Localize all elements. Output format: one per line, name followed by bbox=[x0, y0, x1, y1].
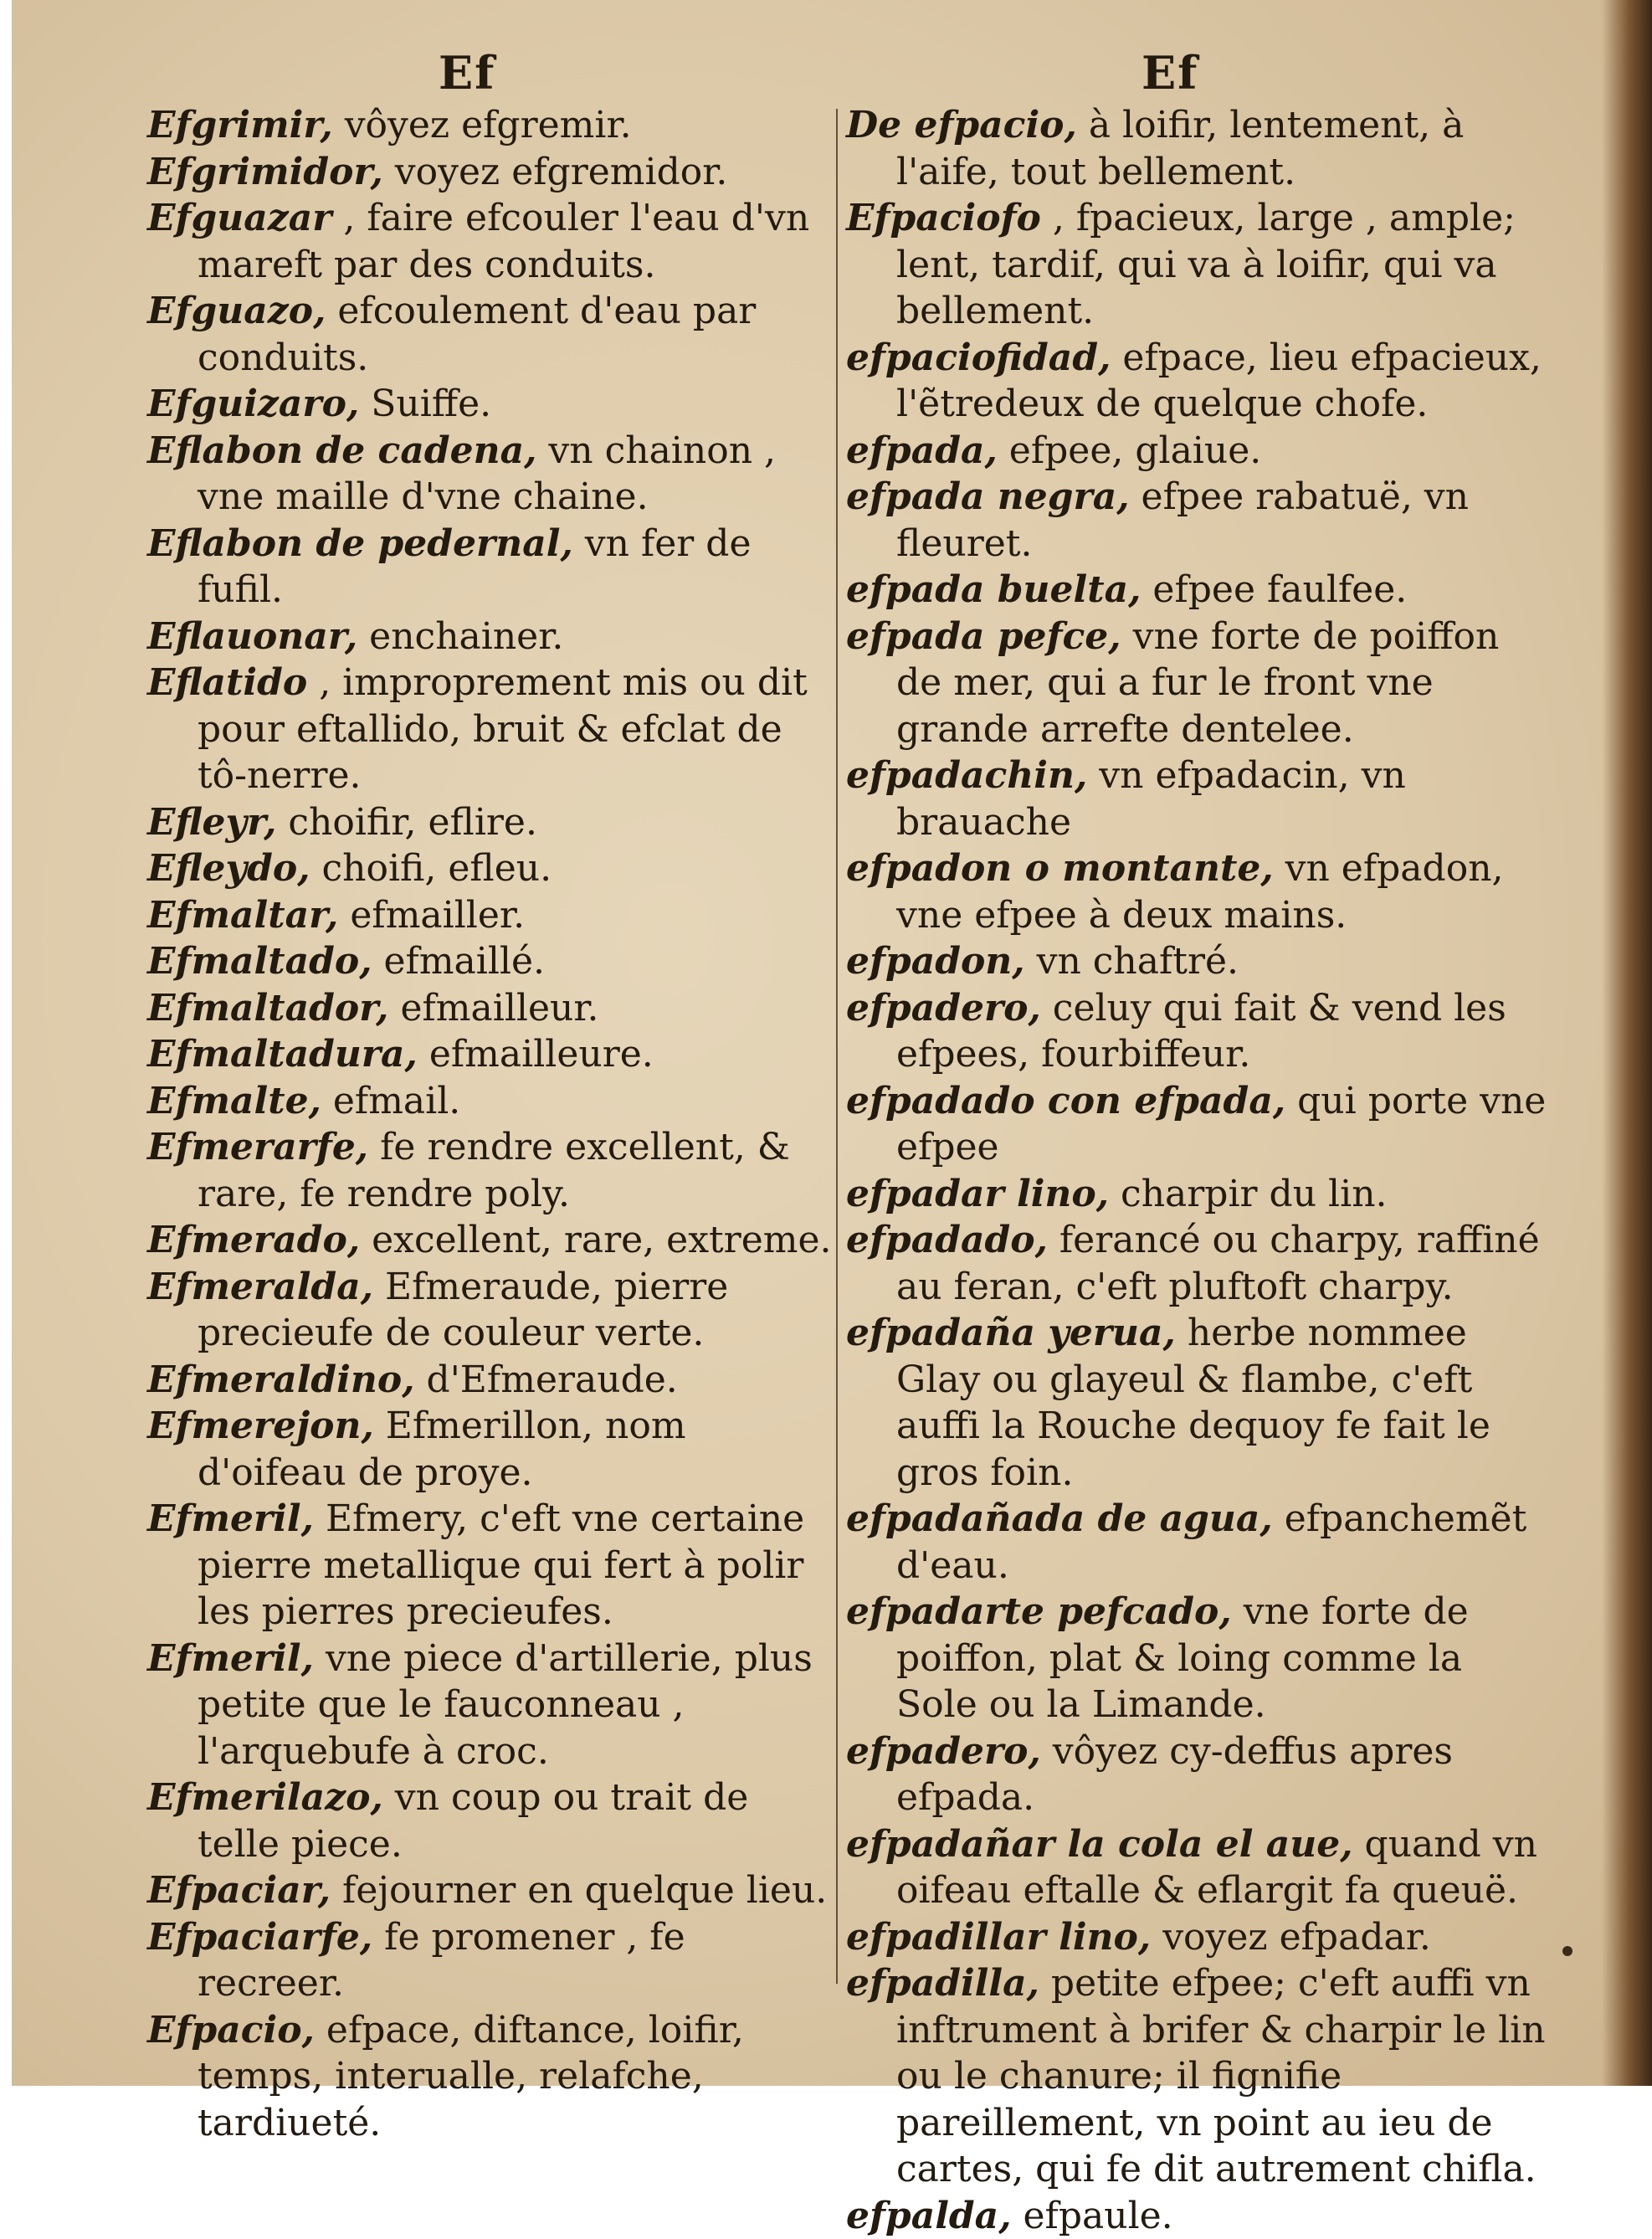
entry-headword: Eflabon de cadena, bbox=[147, 429, 536, 472]
dictionary-entry bbox=[147, 195, 834, 288]
entry-definition: fejourner en quelque lieu. bbox=[331, 1869, 827, 1912]
dictionary-entry bbox=[147, 799, 834, 846]
entry-headword: Efmerejon, bbox=[147, 1405, 374, 1447]
entry-definition: vôyez cy-deffus apres efpada. bbox=[896, 1730, 1453, 1820]
dictionary-entry bbox=[846, 1960, 1549, 2193]
entry-definition: Suiffe. bbox=[359, 383, 491, 425]
dictionary-entry bbox=[846, 938, 1549, 985]
entry-definition: , faire efcouler l'eau d'vn mareft par des conduits. bbox=[198, 197, 809, 286]
entry-headword: Efmerado, bbox=[147, 1219, 360, 1261]
entry-definition: Efmeraude, pierre precieufe de couleur verte. bbox=[198, 1266, 728, 1355]
entry-headword: efpadado con efpada, bbox=[846, 1080, 1285, 1122]
entry-headword: Efgrimidor, bbox=[147, 151, 383, 193]
entry-headword: efpada, bbox=[846, 429, 998, 472]
entry-definition: efpaule. bbox=[1012, 2195, 1173, 2237]
entry-definition: Efmerillon, nom d'oifeau de proye. bbox=[198, 1405, 686, 1494]
entry-definition: qui porte vne efpee bbox=[896, 1080, 1546, 1169]
entry-headword: Efguazo, bbox=[147, 290, 326, 332]
entry-definition: vn coup ou trait de telle piece. bbox=[198, 1776, 748, 1866]
entry-headword: Efmeraldino, bbox=[147, 1358, 415, 1401]
dictionary-entry bbox=[846, 752, 1549, 845]
entry-definition: quand vn oifeau eftalle & eflargit fa queuë. bbox=[896, 1823, 1537, 1913]
entry-headword: Eflatido bbox=[147, 661, 307, 704]
dictionary-entry bbox=[147, 1867, 834, 1914]
entry-definition: fe promener , fe recreer. bbox=[198, 1916, 685, 2005]
dictionary-entry bbox=[147, 102, 834, 149]
entry-definition: d'Efmeraude. bbox=[415, 1358, 678, 1401]
dictionary-entry bbox=[846, 2193, 1549, 2239]
entry-definition: herbe nommee Glay ou glayeul & flambe, c'eft auffi la Rouche dequoy fe fait le gros foin. bbox=[896, 1312, 1490, 1494]
entry-definition: petite efpee; c'eft auffi vn inftrument à brifer & charpir le lin ou le chanure; il fignifie pareillement, vn point au ieu de cartes, qui fe dit autrement chifla. bbox=[896, 1962, 1546, 2190]
entry-headword: Efmerarfe, bbox=[147, 1126, 368, 1168]
entry-definition: vn efpadon, vne efpee à deux mains. bbox=[896, 847, 1504, 937]
dictionary-entry bbox=[147, 892, 834, 939]
entry-headword: efpada buelta, bbox=[846, 568, 1141, 611]
entry-headword: efpalda, bbox=[846, 2195, 1012, 2237]
entry-headword: Eflabon de pedernal, bbox=[147, 522, 573, 565]
dictionary-entry bbox=[846, 1589, 1549, 1728]
entry-headword: Efmeril, bbox=[147, 1637, 314, 1680]
dictionary-entry bbox=[846, 1728, 1549, 1821]
dictionary-entry bbox=[147, 521, 834, 614]
entry-definition: efcoulement d'eau par conduits. bbox=[198, 290, 756, 379]
entry-definition: choifi, efleu. bbox=[310, 847, 552, 890]
dictionary-entry bbox=[147, 1124, 834, 1217]
entry-definition: efpee faulfee. bbox=[1141, 568, 1407, 611]
dictionary-entry bbox=[147, 1264, 834, 1357]
entry-headword: Efpacio, bbox=[147, 2009, 315, 2052]
entry-headword: efpaciofidad, bbox=[846, 336, 1111, 379]
entry-headword: Efleydo, bbox=[147, 847, 310, 890]
dictionary-entry bbox=[147, 985, 834, 1032]
entry-headword: efpadero, bbox=[846, 1730, 1041, 1773]
dictionary-entry bbox=[147, 149, 834, 196]
entry-headword: efpadaña yerua, bbox=[846, 1312, 1176, 1354]
dictionary-entry bbox=[846, 985, 1549, 1078]
entry-definition: efpee, glaiue. bbox=[998, 429, 1261, 472]
entry-headword: De efpacio, bbox=[846, 104, 1077, 146]
entry-definition: choifir, eflire. bbox=[276, 801, 537, 844]
entry-definition: fe rendre excellent, & rare, fe rendre poly. bbox=[198, 1126, 790, 1215]
dictionary-entry bbox=[147, 614, 834, 660]
dictionary-entry bbox=[147, 381, 834, 428]
entry-definition: charpir du lin. bbox=[1109, 1173, 1387, 1215]
dictionary-entry bbox=[147, 1774, 834, 1867]
entry-definition: , fpacieux, large , ample; lent, tardif, qui va à loifir, qui va bellement. bbox=[896, 197, 1516, 332]
dictionary-entry bbox=[147, 2007, 834, 2147]
dictionary-entry bbox=[147, 1031, 834, 1078]
entry-definition: celuy qui fait & vend les efpees, fourbiffeur. bbox=[896, 987, 1506, 1076]
entry-headword: efpadon o montante, bbox=[846, 847, 1274, 890]
entry-definition: efpace, diftance, loifir, temps, interualle, relafche, tardiueté. bbox=[198, 2009, 744, 2144]
entry-headword: Efmaltadura, bbox=[147, 1033, 418, 1076]
running-header-right: Ef bbox=[1142, 46, 1198, 100]
entry-headword: efpada pefce, bbox=[846, 615, 1121, 658]
dictionary-entry bbox=[846, 195, 1549, 335]
dictionary-entry bbox=[846, 428, 1549, 475]
entry-headword: Efgrimir, bbox=[147, 104, 333, 146]
dictionary-entry bbox=[846, 1914, 1549, 1961]
entry-headword: efpada negra, bbox=[846, 475, 1130, 518]
entry-definition: efpace, lieu efpacieux, l'ẽtredeux de quelque chofe. bbox=[896, 336, 1542, 426]
dictionary-entry bbox=[846, 102, 1549, 195]
dictionary-entry bbox=[846, 1171, 1549, 1218]
running-header-left: Ef bbox=[439, 46, 495, 100]
dictionary-entry bbox=[147, 1078, 834, 1125]
entry-definition: efmailleur. bbox=[389, 987, 599, 1030]
entry-definition: efpee rabatuë, vn fleuret. bbox=[896, 475, 1469, 565]
dictionary-entry bbox=[147, 1496, 834, 1636]
entry-headword: Efmaltado, bbox=[147, 940, 372, 983]
entry-definition: efpanchemẽt d'eau. bbox=[896, 1497, 1526, 1587]
column-divider bbox=[836, 109, 838, 1984]
entry-headword: efpadon, bbox=[846, 940, 1025, 983]
entry-definition: vn chaftré. bbox=[1025, 940, 1239, 983]
entry-definition: efmaillé. bbox=[372, 940, 546, 983]
entry-headword: efpadado, bbox=[846, 1219, 1048, 1261]
entry-headword: Efpaciarfe, bbox=[147, 1916, 372, 1959]
entry-headword: Efguazar bbox=[147, 197, 331, 239]
entry-definition: vn fer de fufil. bbox=[198, 522, 752, 612]
entry-headword: efpadilla, bbox=[846, 1962, 1039, 2005]
entry-definition: enchainer. bbox=[357, 615, 563, 658]
entry-headword: Efguizaro, bbox=[147, 383, 359, 425]
left-column bbox=[147, 102, 834, 2146]
entry-definition: vôyez efgremir. bbox=[333, 104, 632, 146]
entry-definition: vne piece d'artillerie, plus petite que le fauconneau , l'arquebufe à croc. bbox=[198, 1637, 813, 1773]
dictionary-entry bbox=[846, 1821, 1549, 1914]
dictionary-entry bbox=[846, 335, 1549, 428]
entry-headword: efpadañada de agua, bbox=[846, 1497, 1273, 1540]
ink-dot bbox=[1562, 1946, 1572, 1956]
entry-definition: efmailler. bbox=[338, 894, 525, 937]
entry-headword: efpadillar lino, bbox=[846, 1916, 1151, 1959]
dictionary-entry bbox=[846, 1078, 1549, 1171]
entry-headword: Efmalte, bbox=[147, 1080, 321, 1122]
entry-definition: voyez efgremidor. bbox=[383, 151, 728, 193]
dictionary-entry bbox=[147, 1217, 834, 1264]
entry-definition: efmailleure. bbox=[418, 1033, 654, 1076]
entry-definition: Efmery, c'eft vne certaine pierre metallique qui fert à polir les pierres precieufes. bbox=[198, 1497, 804, 1633]
entry-headword: efpadañar la cola el aue, bbox=[846, 1823, 1353, 1866]
entry-headword: Efmaltar, bbox=[147, 894, 338, 937]
dictionary-entry bbox=[846, 614, 1549, 753]
entry-headword: Efpaciofo bbox=[846, 197, 1041, 239]
dictionary-entry bbox=[846, 567, 1549, 614]
entry-headword: Efmerilazo, bbox=[147, 1776, 383, 1819]
right-column bbox=[846, 102, 1549, 2239]
entry-headword: efpadarte pefcado, bbox=[846, 1590, 1232, 1633]
dictionary-entry bbox=[846, 474, 1549, 567]
entry-definition: vn efpadacin, vn brauache bbox=[896, 754, 1406, 844]
dictionary-entry bbox=[147, 1403, 834, 1496]
entry-headword: Efmaltador, bbox=[147, 987, 389, 1030]
entry-headword: Efpaciar, bbox=[147, 1869, 331, 1912]
entry-definition: vne forte de poiffon de mer, qui a fur le front vne grande arrefte dentelee. bbox=[896, 615, 1499, 751]
entry-definition: vne forte de poiffon, plat & loing comme la Sole ou la Limande. bbox=[896, 1590, 1469, 1726]
entry-headword: Eflauonar, bbox=[147, 615, 357, 658]
entry-definition: excellent, rare, extreme. bbox=[360, 1219, 831, 1261]
entry-definition: vn chainon , vne maille d'vne chaine. bbox=[198, 429, 776, 519]
entry-headword: Efleyr, bbox=[147, 801, 276, 844]
dictionary-entry bbox=[147, 1636, 834, 1775]
entry-headword: Efmeril, bbox=[147, 1497, 314, 1540]
dictionary-entry bbox=[846, 1217, 1549, 1310]
dictionary-entry bbox=[846, 1496, 1549, 1589]
dictionary-entry bbox=[147, 1357, 834, 1404]
entry-headword: efpadachin, bbox=[846, 754, 1087, 797]
entry-definition: , improprement mis ou dit pour eftallido, bruit & efclat de tô-nerre. bbox=[198, 661, 808, 797]
book-page bbox=[12, 0, 1652, 2086]
dictionary-entry bbox=[147, 938, 834, 985]
entry-definition: à loifir, lentement, à l'aife, tout bellement. bbox=[896, 104, 1464, 193]
dictionary-entry bbox=[147, 660, 834, 799]
dictionary-entry bbox=[147, 288, 834, 381]
dictionary-entry bbox=[147, 1914, 834, 2007]
entry-definition: ferancé ou charpy, raffiné au feran, c'eft pluftoft charpy. bbox=[896, 1219, 1540, 1308]
entry-headword: efpadar lino, bbox=[846, 1173, 1109, 1215]
entry-definition: efmail. bbox=[321, 1080, 460, 1122]
dictionary-entry bbox=[147, 428, 834, 521]
entry-headword: efpadero, bbox=[846, 987, 1041, 1030]
entry-definition: voyez efpadar. bbox=[1151, 1916, 1431, 1959]
dictionary-entry bbox=[846, 845, 1549, 938]
dictionary-entry bbox=[147, 845, 834, 892]
book-spine-shadow bbox=[1602, 0, 1652, 2086]
dictionary-entry bbox=[846, 1310, 1549, 1496]
entry-headword: Efmeralda, bbox=[147, 1266, 373, 1308]
